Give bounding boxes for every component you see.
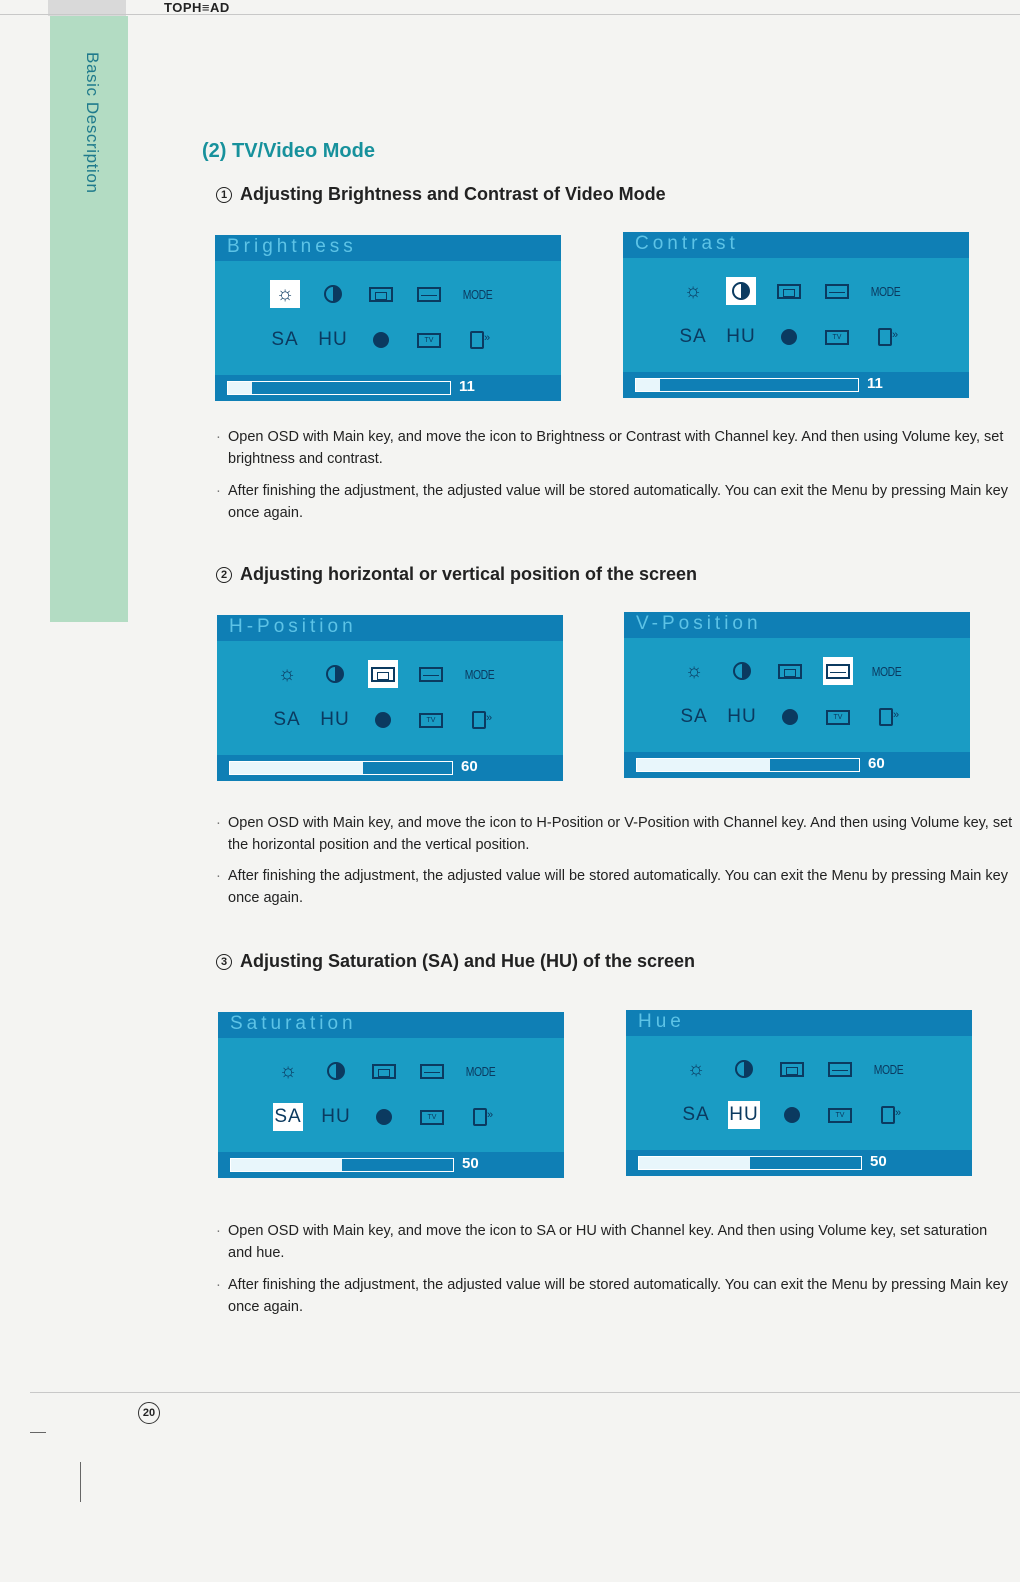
bullet-text: After finishing the adjustment, the adjusted value will be stored automatically. You can exit the Menu by pressing Main key once again. (228, 1277, 1008, 1315)
hu-icon[interactable]: HU (321, 1106, 351, 1127)
osd-icon-row (261, 325, 501, 355)
brightness-icon[interactable]: ☼ (686, 1057, 706, 1080)
brand-logo: TOPH≡AD (164, 0, 230, 15)
osd-value: 50 (462, 1155, 479, 1172)
value-slider[interactable] (638, 1156, 862, 1170)
sa-icon[interactable]: SA (273, 709, 301, 730)
osd-value: 50 (870, 1153, 887, 1170)
exit-icon[interactable] (864, 1100, 912, 1130)
osd-title: Contrast (635, 233, 739, 254)
exit-icon[interactable] (455, 705, 503, 735)
value-slider[interactable] (635, 378, 859, 392)
mode-icon[interactable]: MODE (462, 286, 492, 302)
osd-footer (218, 1152, 564, 1178)
brightness-icon[interactable]: ☼ (277, 662, 297, 685)
osd-title: V-Position (636, 613, 762, 634)
v-position-icon[interactable] (813, 276, 861, 306)
osd-value: 60 (461, 758, 478, 775)
subsection-2-title (216, 564, 697, 585)
osd-body (217, 641, 563, 755)
slider-fill (636, 379, 660, 391)
osd-header (217, 615, 563, 641)
bullet-paragraph: · Open OSD with Main key, and move the icon to H-Position or V-Position with Channel key. And then using Volume key, set the horizontal position and the vertical position. (216, 815, 1013, 853)
bullet-paragraph: · Open OSD with Main key, and move the icon to SA or HU with Channel key. And then using Volume key, set saturation and hue. (216, 1223, 988, 1261)
h-position-icon[interactable] (766, 656, 814, 686)
osd-value: 11 (459, 378, 475, 395)
bullet-text: After finishing the adjustment, the adjusted value will be stored automatically. You can exit the Menu by pressing Main key once again. (228, 868, 1008, 906)
globe-icon[interactable] (357, 325, 405, 355)
subsection-1-title (216, 184, 666, 205)
mode-icon[interactable]: MODE (465, 1063, 495, 1079)
section-title: (2) TV/Video Mode (202, 140, 375, 162)
slider-fill (639, 1157, 750, 1169)
subsection-number: 1 (216, 187, 232, 203)
mode-icon[interactable]: MODE (870, 283, 900, 299)
sa-icon[interactable]: SA (682, 1104, 710, 1125)
mode-icon[interactable]: MODE (871, 663, 901, 679)
tv-icon[interactable]: TV (813, 322, 861, 352)
bullet-text: After finishing the adjustment, the adjusted value will be stored automatically. You can exit the Menu by pressing Main key once again. (228, 483, 1008, 521)
sa-icon[interactable]: SA (264, 1102, 312, 1132)
bullet-paragraph: · After finishing the adjustment, the adjusted value will be stored automatically. You can exit the Menu by pressing Main key once again. (216, 1277, 1008, 1315)
osd-header (626, 1010, 972, 1036)
osd-body (624, 638, 970, 752)
v-position-icon[interactable] (408, 1056, 456, 1086)
osd-panel (218, 1012, 564, 1178)
osd-value: 11 (867, 375, 883, 392)
exit-icon[interactable] (456, 1102, 504, 1132)
contrast-icon[interactable] (311, 659, 359, 689)
tv-icon[interactable]: TV (816, 1100, 864, 1130)
globe-icon[interactable] (766, 702, 814, 732)
contrast-icon[interactable] (309, 279, 357, 309)
osd-icon-row (672, 1054, 912, 1084)
v-position-icon[interactable] (405, 279, 453, 309)
osd-header (218, 1012, 564, 1038)
bullet-text: Open OSD with Main key, and move the icon to Brightness or Contrast with Channel key. And then using Volume key, set brightness and contrast. (228, 429, 1004, 467)
osd-value: 60 (868, 755, 885, 772)
bullet-paragraph: · After finishing the adjustment, the adjusted value will be stored automatically. You can exit the Menu by pressing Main key once again. (216, 868, 1008, 906)
osd-title: Saturation (230, 1013, 357, 1034)
slider-fill (637, 759, 770, 771)
value-slider[interactable] (227, 381, 451, 395)
tv-icon[interactable]: TV (814, 702, 862, 732)
osd-panel (626, 1010, 972, 1176)
osd-header (215, 235, 561, 261)
globe-icon[interactable] (768, 1100, 816, 1130)
contrast-icon[interactable] (312, 1056, 360, 1086)
bullet-text: Open OSD with Main key, and move the icon to H-Position or V-Position with Channel key. And then using Volume key, set the horizontal position and the vertical position. (228, 815, 1013, 853)
osd-icon-row (264, 1056, 504, 1086)
osd-panel (217, 615, 563, 781)
h-position-icon[interactable] (768, 1054, 816, 1084)
h-position-icon[interactable] (357, 279, 405, 309)
bullet-paragraph: · Open OSD with Main key, and move the icon to Brightness or Contrast with Channel key. And then using Volume key, set brightness and contrast. (216, 429, 1004, 467)
osd-icon-row (263, 659, 503, 689)
exit-icon[interactable] (453, 325, 501, 355)
h-position-icon[interactable] (765, 276, 813, 306)
h-position-icon[interactable] (359, 659, 407, 689)
hu-icon[interactable]: HU (318, 329, 348, 350)
globe-icon[interactable] (765, 322, 813, 352)
header-rule (0, 14, 1020, 15)
tv-icon[interactable]: TV (405, 325, 453, 355)
subsection-title-text: Adjusting Brightness and Contrast of Video Mode (240, 184, 666, 204)
osd-panel (215, 235, 561, 401)
osd-header (624, 612, 970, 638)
slider-fill (228, 382, 252, 394)
osd-icon-row (672, 1100, 912, 1130)
subsection-number: 2 (216, 567, 232, 583)
osd-title: H-Position (229, 616, 357, 637)
osd-icon-row (670, 656, 910, 686)
osd-title: Hue (638, 1011, 685, 1032)
page-number: 20 (138, 1402, 160, 1424)
v-position-icon[interactable] (814, 656, 862, 686)
contrast-icon[interactable] (717, 276, 765, 306)
mode-icon[interactable]: MODE (873, 1061, 903, 1077)
slider-fill (230, 762, 363, 774)
brightness-icon[interactable]: ☼ (261, 279, 309, 309)
bullet-text: Open OSD with Main key, and move the icon to SA or HU with Channel key. And then using Volume key, set saturation and hue. (228, 1223, 988, 1261)
osd-body (626, 1036, 972, 1150)
hu-icon[interactable]: HU (726, 326, 756, 347)
subsection-title-text: Adjusting Saturation (SA) and Hue (HU) of the screen (240, 951, 696, 971)
osd-panel (624, 612, 970, 778)
osd-icon-row (670, 702, 910, 732)
v-position-icon[interactable] (407, 659, 455, 689)
osd-footer (623, 372, 969, 398)
subsection-3-title (216, 951, 695, 972)
osd-body (218, 1038, 564, 1152)
osd-title: Brightness (227, 236, 357, 257)
globe-icon[interactable] (360, 1102, 408, 1132)
osd-icon-row (264, 1102, 504, 1132)
brightness-icon[interactable]: ☼ (683, 279, 703, 302)
footer-rule (30, 1392, 1020, 1393)
h-position-icon[interactable] (360, 1056, 408, 1086)
osd-body (215, 261, 561, 375)
subsection-number: 3 (216, 954, 232, 970)
tv-icon[interactable]: TV (407, 705, 455, 735)
osd-footer (215, 375, 561, 401)
crop-mark (30, 1432, 46, 1433)
slider-fill (231, 1159, 342, 1171)
exit-icon[interactable] (861, 322, 909, 352)
subsection-title-text: Adjusting horizontal or vertical position of the screen (240, 564, 698, 584)
v-position-icon[interactable] (816, 1054, 864, 1084)
osd-panel (623, 232, 969, 398)
osd-icon-row (669, 276, 909, 306)
sa-icon[interactable]: SA (680, 706, 708, 727)
bullet-paragraph: · After finishing the adjustment, the adjusted value will be stored automatically. You can exit the Menu by pressing Main key once again. (216, 483, 1008, 521)
brightness-icon[interactable]: ☼ (278, 1059, 298, 1082)
osd-icon-row (669, 322, 909, 352)
osd-icon-row (261, 279, 501, 309)
contrast-icon[interactable] (720, 1054, 768, 1084)
tv-icon[interactable]: TV (408, 1102, 456, 1132)
hu-icon[interactable]: HU (720, 1100, 768, 1130)
globe-icon[interactable] (359, 705, 407, 735)
sidebar-label: Basic Description (83, 52, 102, 194)
value-slider[interactable] (229, 761, 453, 775)
mode-icon[interactable]: MODE (464, 666, 494, 682)
osd-header (623, 232, 969, 258)
value-slider[interactable] (230, 1158, 454, 1172)
sa-icon[interactable]: SA (271, 329, 299, 350)
osd-icon-row (263, 705, 503, 735)
osd-footer (624, 752, 970, 778)
crop-mark (80, 1462, 81, 1502)
exit-icon[interactable] (862, 702, 910, 732)
hu-icon[interactable]: HU (320, 709, 350, 730)
osd-footer (217, 755, 563, 781)
brightness-icon[interactable]: ☼ (684, 659, 704, 682)
contrast-icon[interactable] (718, 656, 766, 686)
hu-icon[interactable]: HU (727, 706, 757, 727)
osd-body (623, 258, 969, 372)
osd-footer (626, 1150, 972, 1176)
sa-icon[interactable]: SA (679, 326, 707, 347)
value-slider[interactable] (636, 758, 860, 772)
